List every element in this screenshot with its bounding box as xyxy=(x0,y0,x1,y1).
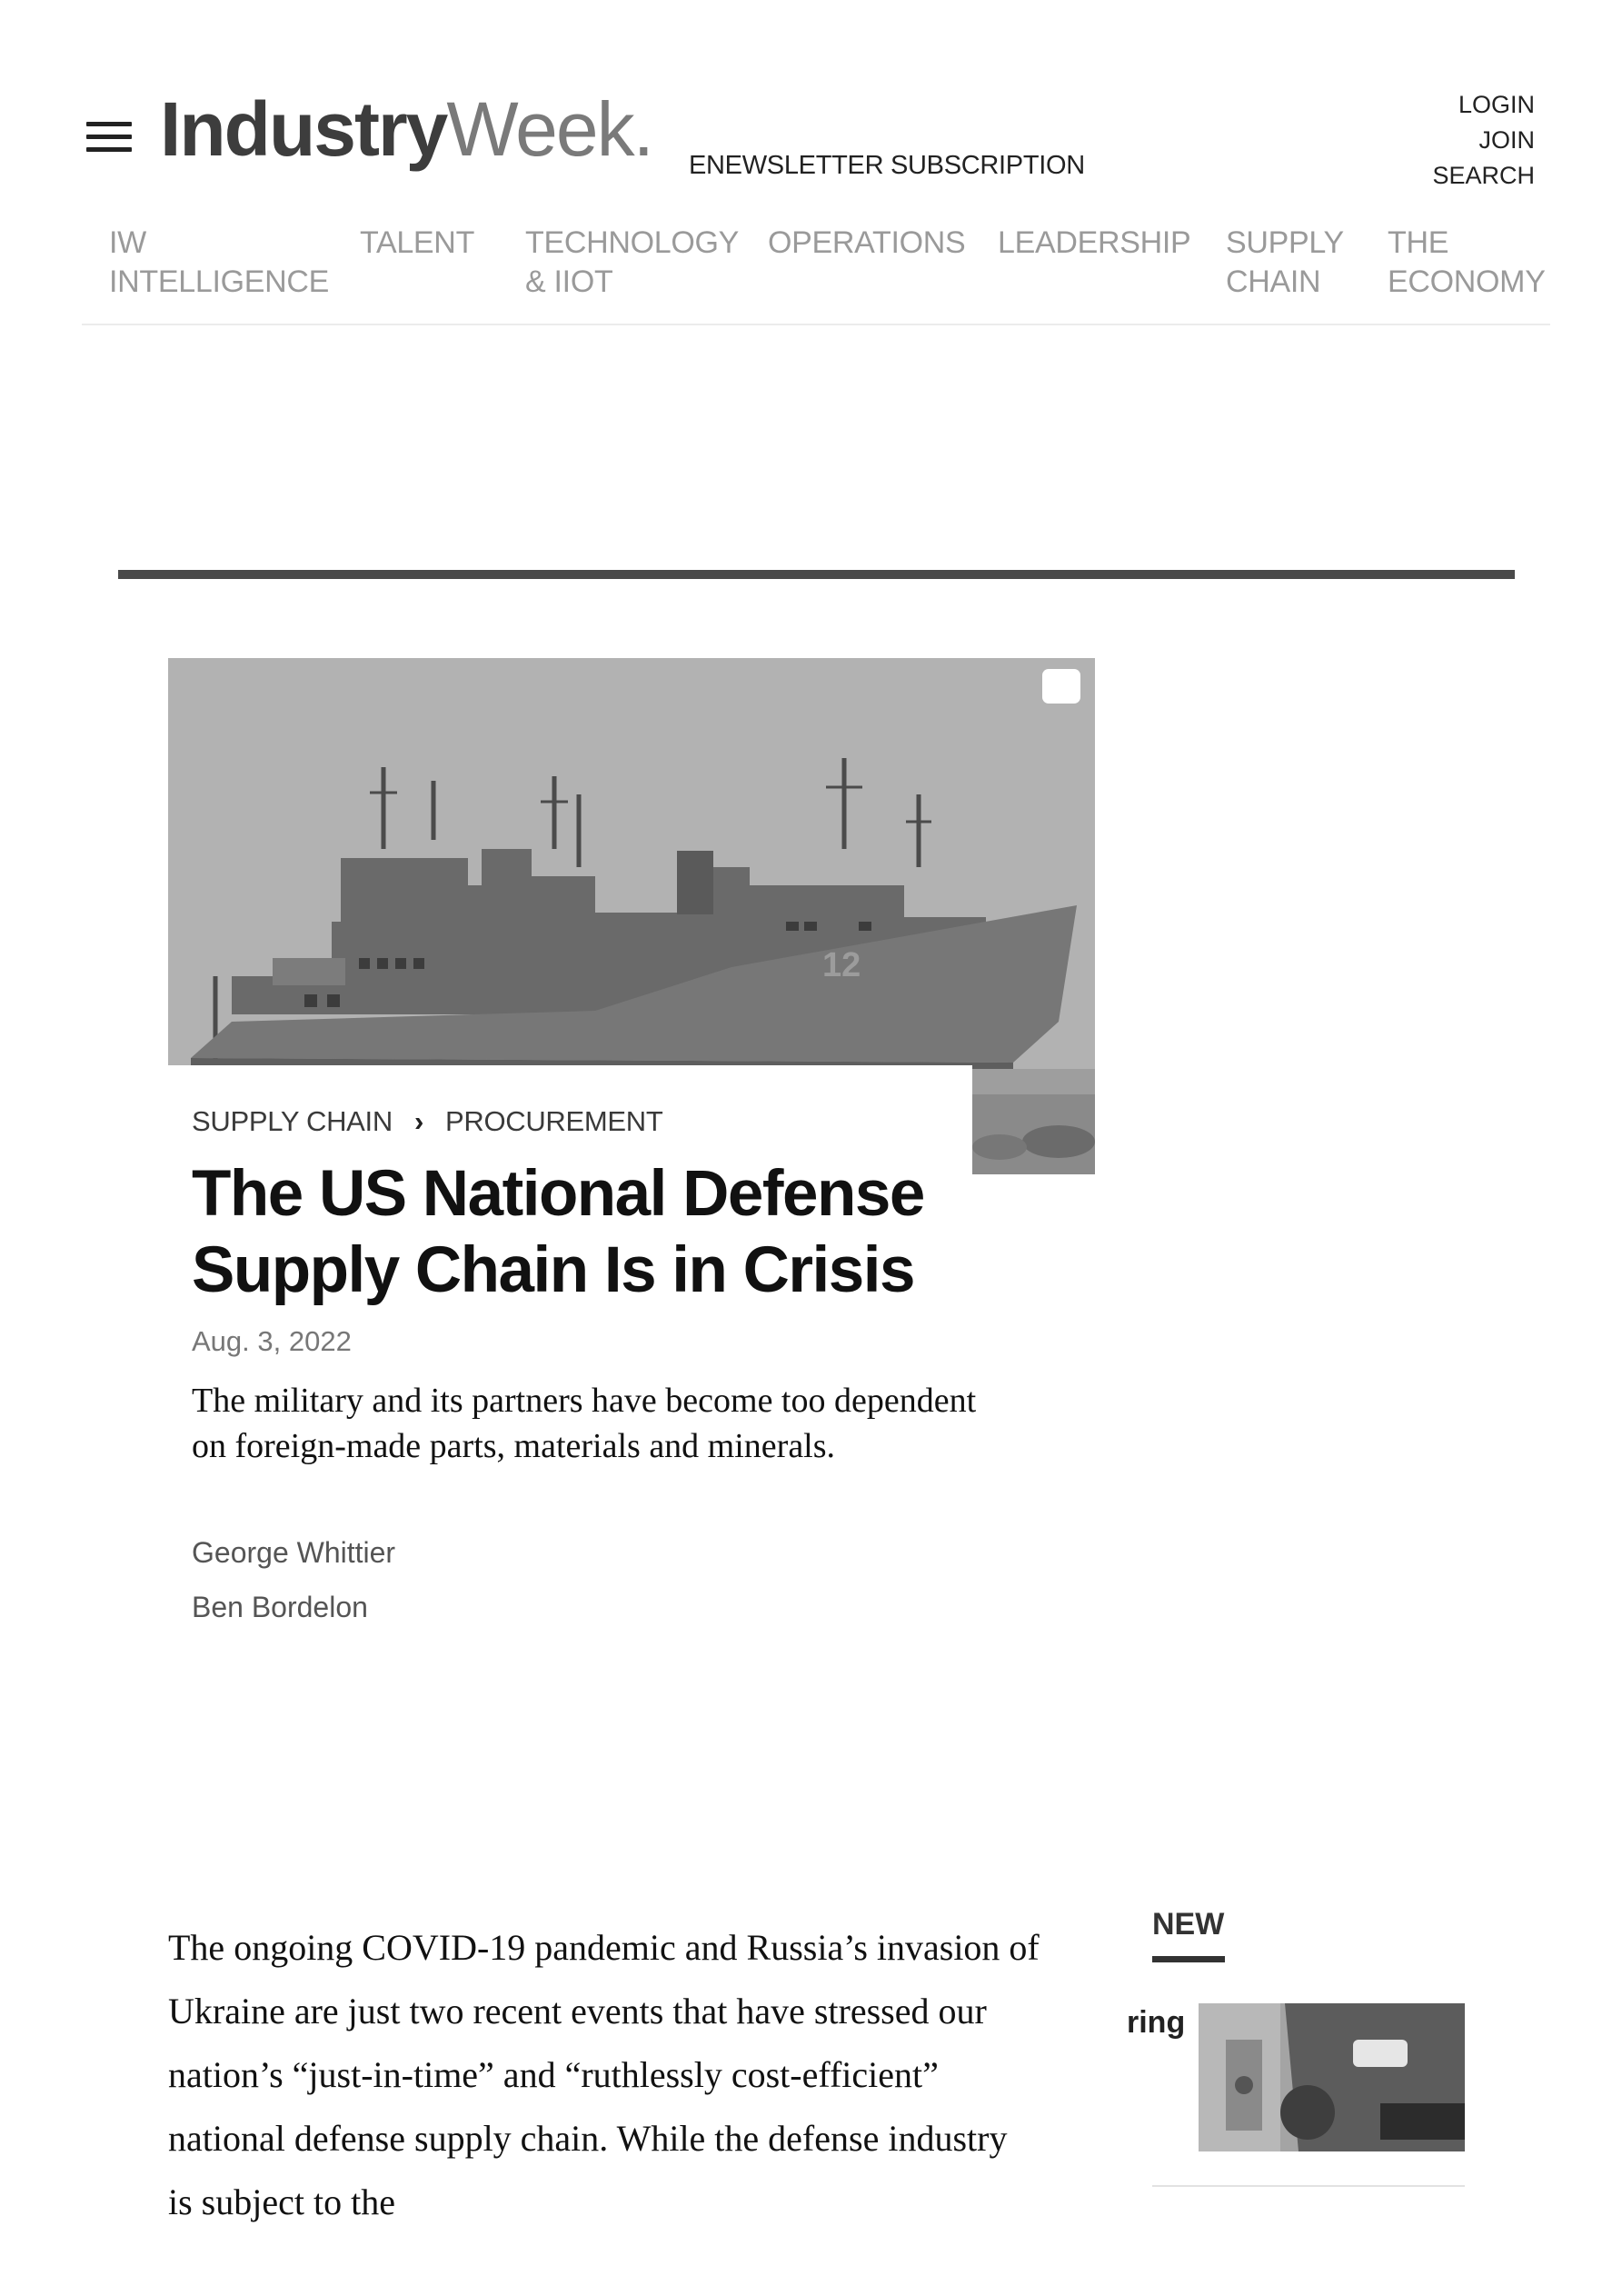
article-summary: The military and its partners have become too dependent on foreign-made parts, materials and minerals. xyxy=(192,1382,977,1465)
nav-the-economy[interactable]: THE ECONOMY xyxy=(1388,225,1546,299)
join-link[interactable]: JOIN xyxy=(1478,126,1535,154)
nav-iw-intelligence[interactable]: IW INTELLIGENCE xyxy=(109,225,330,299)
nav-leadership[interactable]: LEADERSHIP xyxy=(998,225,1191,260)
nav-operations[interactable]: OPERATIONS xyxy=(768,225,966,260)
author-link-2[interactable]: Ben Bordelon xyxy=(192,1591,368,1623)
nav-supply-chain[interactable]: SUPPLY CHAIN xyxy=(1226,225,1344,299)
article-body: The ongoing COVID-19 pandemic and Russia’s invasion of Ukraine are just two recent events that have stressed our nation’s “just-in-time” and “ruthlessly cost-efficient” national defense supply chain. While the defense industry is subject to the xyxy=(168,1927,1040,2222)
account-menu xyxy=(1432,87,1535,194)
section-divider xyxy=(118,570,1515,579)
menu-icon[interactable] xyxy=(86,122,132,158)
article-title: The US National Defense Supply Chain Is in Crisis xyxy=(192,1158,924,1306)
sidebar-divider xyxy=(1152,2185,1465,2187)
logo-bold-text: Industry xyxy=(160,86,447,172)
save-checkbox[interactable] xyxy=(1042,669,1080,704)
breadcrumb-procurement[interactable]: PROCUREMENT xyxy=(444,1105,663,1137)
breadcrumb-supply-chain[interactable]: SUPPLY CHAIN xyxy=(192,1105,393,1137)
truck-image xyxy=(1199,2003,1465,2151)
site-logo[interactable] xyxy=(160,86,652,172)
author-link-1[interactable]: George Whittier xyxy=(192,1536,396,1569)
sidebar-item-thumbnail[interactable] xyxy=(1199,2003,1465,2151)
logo-dot-text: . xyxy=(632,86,652,172)
logo-light-text: Week xyxy=(446,86,633,172)
nav-talent[interactable]: TALENT xyxy=(360,225,475,260)
sidebar-new-label: NEW xyxy=(1152,1907,1225,1942)
login-link[interactable]: LOGIN xyxy=(1458,91,1535,118)
hull-number: 12 xyxy=(822,946,861,984)
breadcrumb xyxy=(192,1105,663,1138)
main-nav xyxy=(82,218,1550,325)
sidebar-item-title[interactable]: ring xyxy=(1127,2005,1186,2040)
search-link[interactable]: SEARCH xyxy=(1432,162,1535,189)
sidebar-underline xyxy=(1152,1956,1225,1962)
nav-technology-iiot[interactable]: TECHNOLOGY & IIOT xyxy=(525,225,740,299)
article-date: Aug. 3, 2022 xyxy=(192,1325,352,1357)
newsletter-link[interactable]: ENEWSLETTER SUBSCRIPTION xyxy=(689,151,1085,180)
chevron-right-icon: › xyxy=(413,1105,423,1137)
